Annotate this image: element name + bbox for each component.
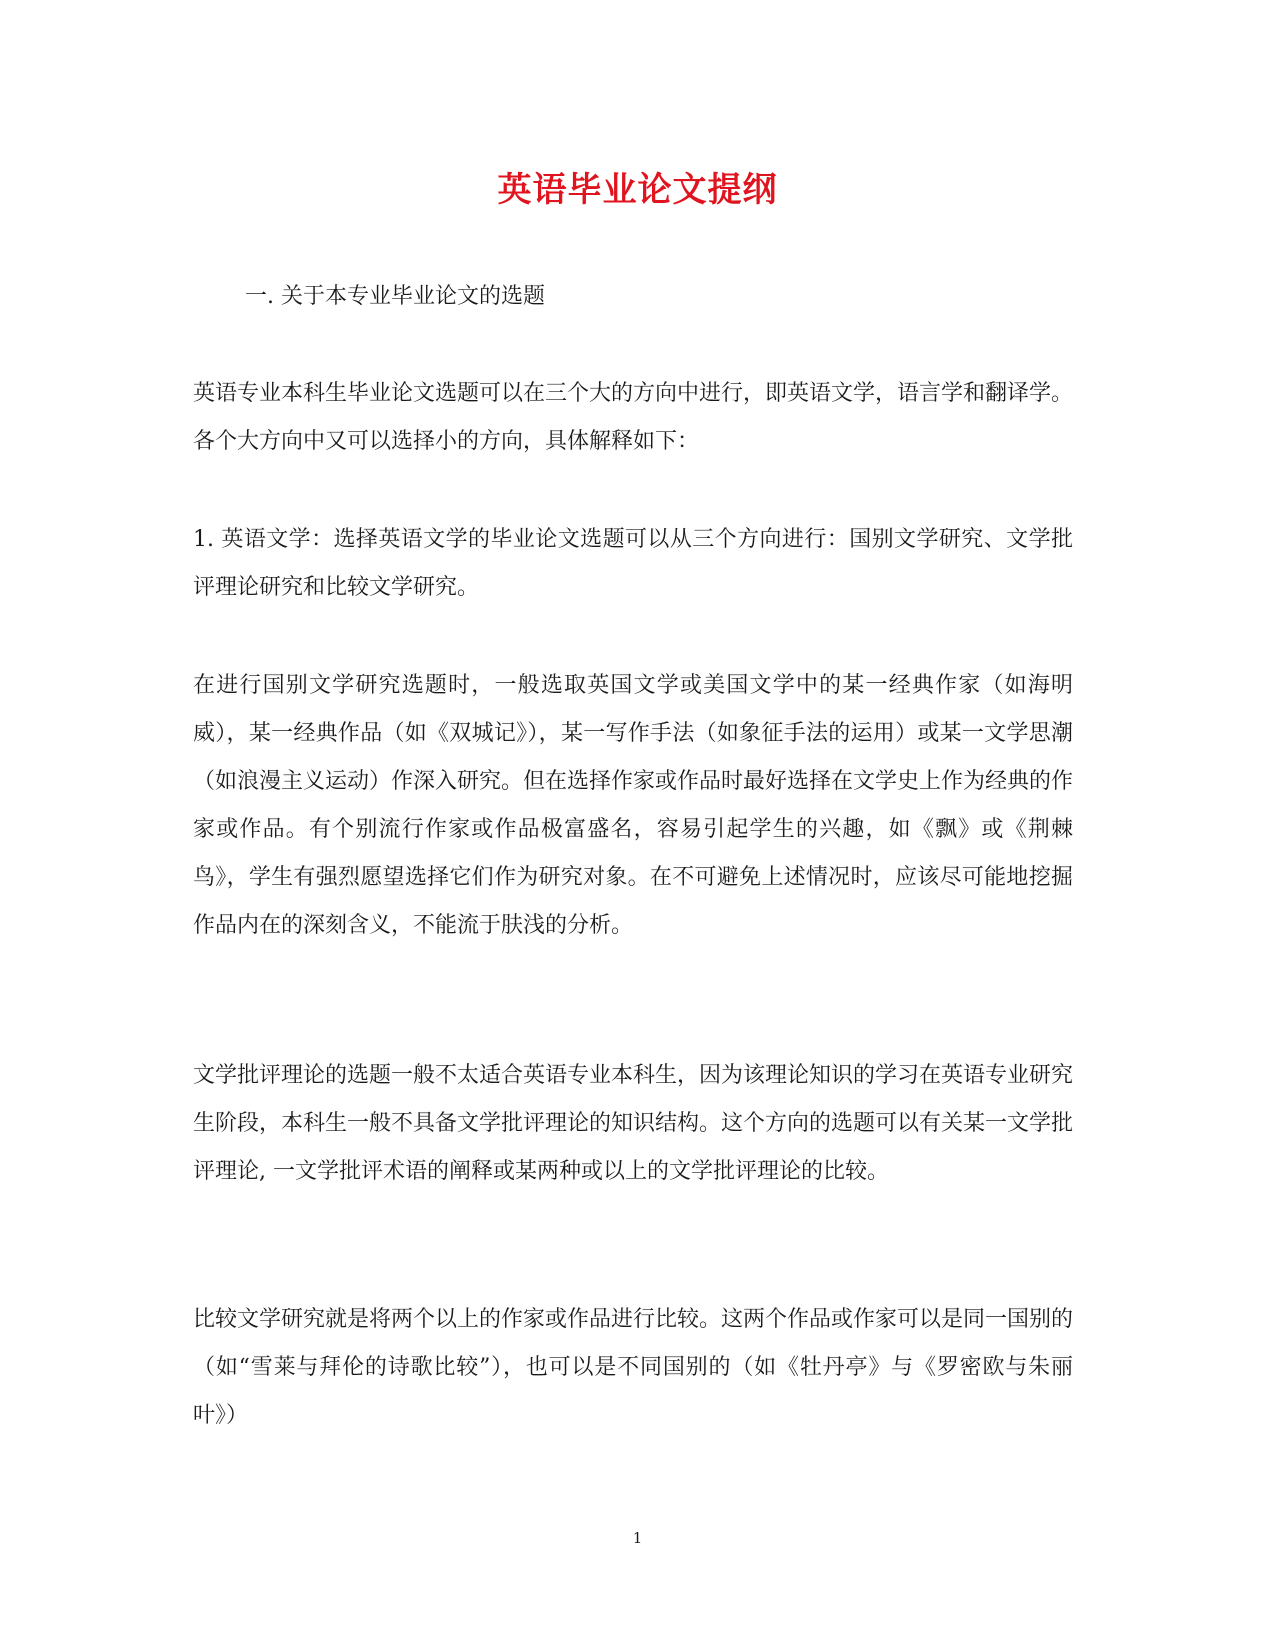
paragraph-intro: 英语专业本科生毕业论文选题可以在三个大的方向中进行，即英语文学，语言学和翻译学。各个大方向中又可以选择小的方向，具体解释如下： xyxy=(193,381,1074,454)
paragraph-national-literature: 在进行国别文学研究选题时，一般选取英国文学或美国文学中的某一经典作家（如海明威），某一经典作品（如《双城记》），某一写作手法（如象征手法的运用）或某一文学思潮（如浪漫主义运动）作深入研究。但在选择作家或作品时最好选择在文学史上作为经典的作家或作品。有个别流行作家或作品极富盛名，容易引起学生的兴趣，如《飘》或《荆棘鸟》，学生有强烈愿望选择它们作为研究对象。在不可避免上述情况时，应该尽可能地挖掘作品内在的深刻含义，不能流于肤浅的分析。 xyxy=(193,673,1074,938)
page-number: 1 xyxy=(632,1529,643,1547)
paragraph-comparative-literature: 比较文学研究就是将两个以上的作家或作品进行比较。这两个作品或作家可以是同一国别的（如“雪莱与拜伦的诗歌比较”），也可以是不同国别的（如《牡丹亭》与《罗密欧与朱丽叶》） xyxy=(193,1307,1074,1428)
paragraph-literary-criticism: 文学批评理论的选题一般不太适合英语专业本科生，因为该理论知识的学习在英语专业研究生阶段，本科生一般不具备文学批评理论的知识结构。这个方向的选题可以有关某一文学批评理论, 一文学批评术语的阐释或某两种或以上的文学批评理论的比较。 xyxy=(193,1063,1074,1184)
document-title: 英语毕业论文提纲 xyxy=(497,170,778,210)
paragraph-english-literature: 1. 英语文学：选择英语文学的毕业论文选题可以从三个方向进行：国别文学研究、文学批评理论研究和比较文学研究。 xyxy=(193,527,1073,600)
section-heading: 一. 关于本专业毕业论文的选题 xyxy=(245,284,545,309)
